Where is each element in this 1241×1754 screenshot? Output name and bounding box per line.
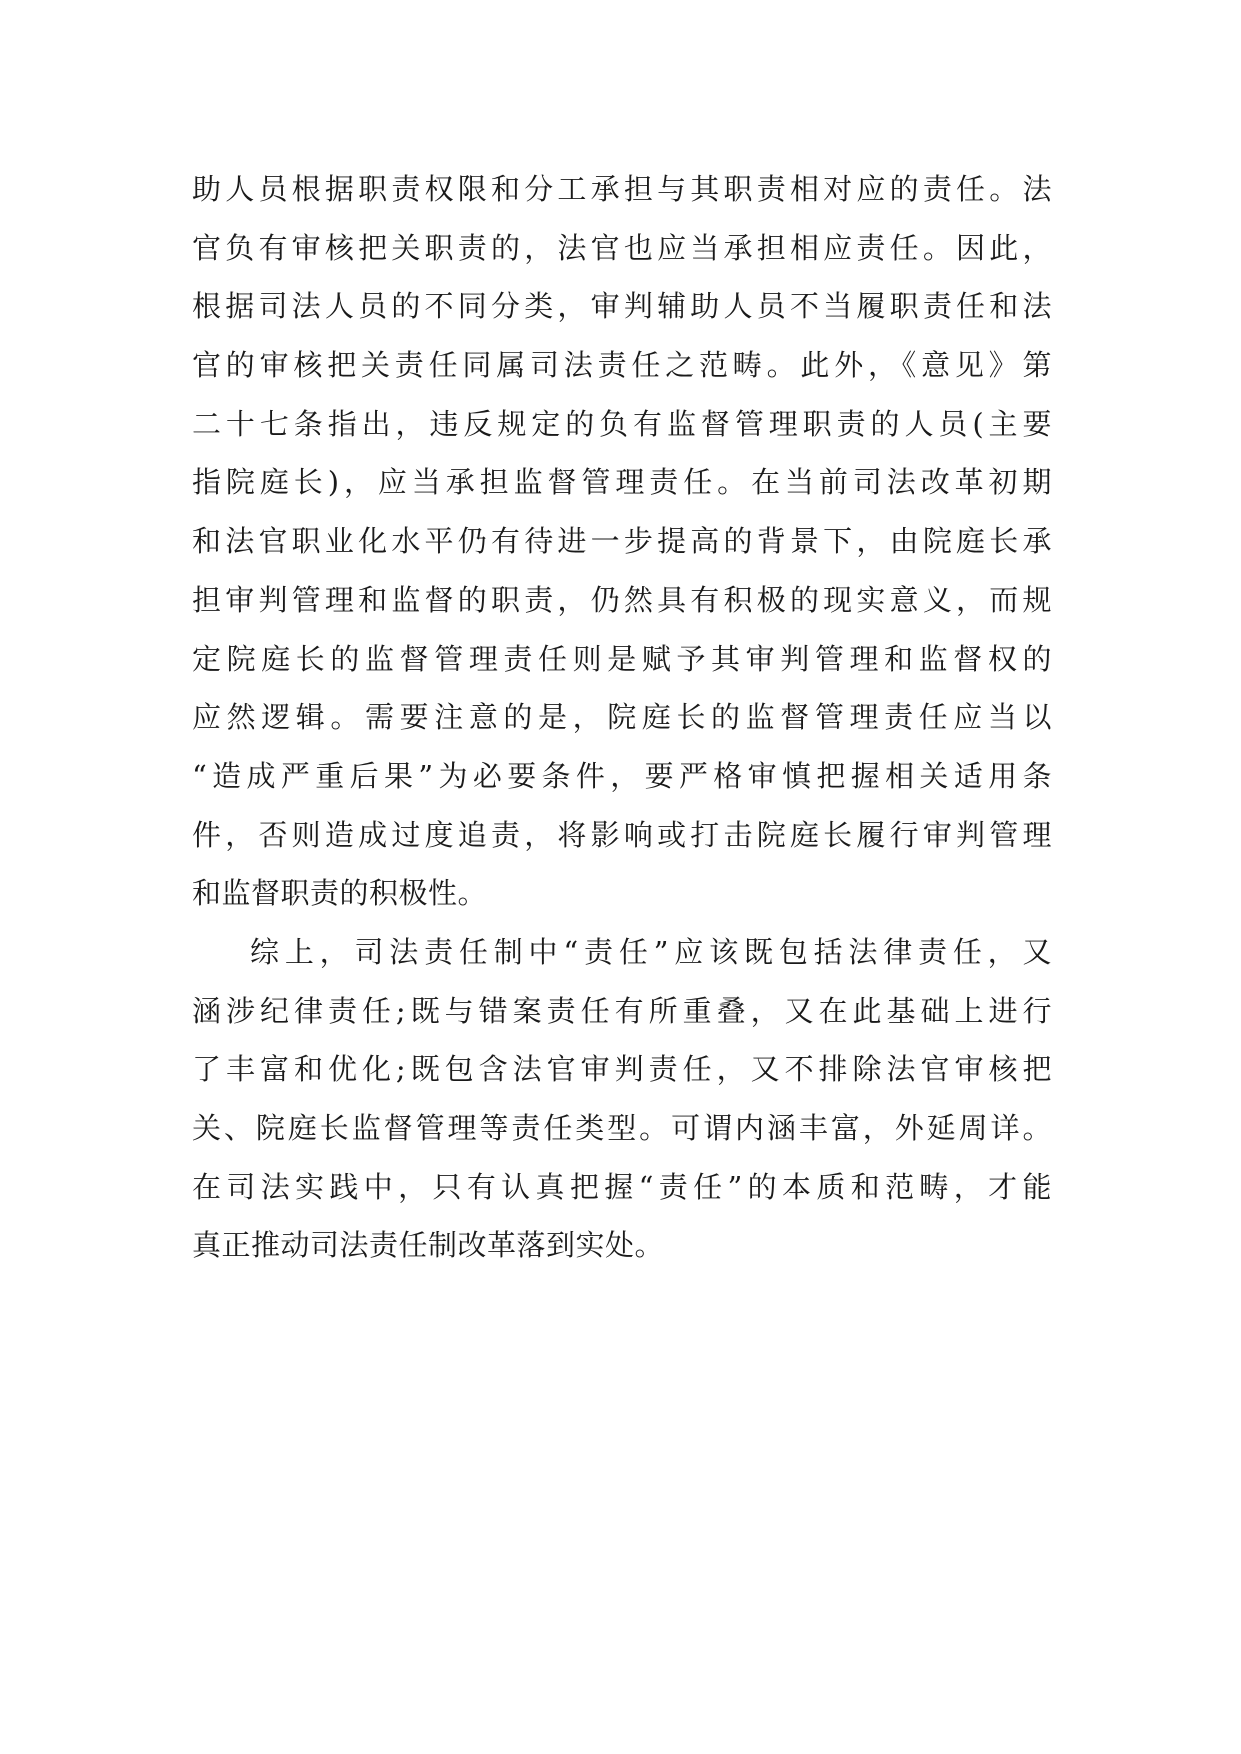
text-line: “造成严重后果”为必要条件，要严格审慎把握相关适用条 — [192, 758, 1052, 793]
text-line: 官的审核把关责任同属司法责任之范畴。此外，《意见》第 — [192, 348, 1052, 383]
text-line: 助人员根据职责权限和分工承担与其职责相对应的责任。法 — [192, 172, 1052, 206]
text-line: 综上，司法责任制中“责任”应该既包括法律责任，又 — [250, 934, 1052, 969]
text-line: 了丰富和优化;既包含法官审判责任，又不排除法官审核把 — [192, 1052, 1052, 1087]
text-line: 官负有审核把关职责的，法官也应当承担相应责任。因此， — [192, 230, 1052, 265]
text-line: 和法官职业化水平仍有待进一步提高的背景下，由院庭长承 — [192, 524, 1052, 559]
text-line: 应然逻辑。需要注意的是，院庭长的监督管理责任应当以 — [192, 700, 1052, 735]
text-line: 件，否则造成过度追责，将影响或打击院庭长履行审判管理 — [192, 817, 1052, 852]
text-line: 真正推动司法责任制改革落到实处。 — [192, 1228, 665, 1263]
text-line: 担审判管理和监督的职责，仍然具有积极的现实意义，而规 — [192, 582, 1052, 617]
text-line: 在司法实践中，只有认真把握“责任”的本质和范畴，才能 — [192, 1169, 1052, 1204]
text-line: 和监督职责的积极性。 — [192, 876, 488, 911]
text-line: 二十七条指出，违反规定的负有监督管理职责的人员(主要 — [192, 406, 1052, 441]
text-line: 定院庭长的监督管理责任则是赋予其审判管理和监督权的 — [192, 641, 1052, 676]
text-line: 根据司法人员的不同分类，审判辅助人员不当履职责任和法 — [192, 289, 1052, 324]
text-line: 关、院庭长监督管理等责任类型。可谓内涵丰富，外延周详。 — [192, 1111, 1052, 1145]
body-text — [192, 160, 1052, 1275]
text-line: 涵涉纪律责任;既与错案责任有所重叠，又在此基础上进行 — [192, 993, 1052, 1028]
text-line: 指院庭长)，应当承担监督管理责任。在当前司法改革初期 — [192, 465, 1052, 500]
